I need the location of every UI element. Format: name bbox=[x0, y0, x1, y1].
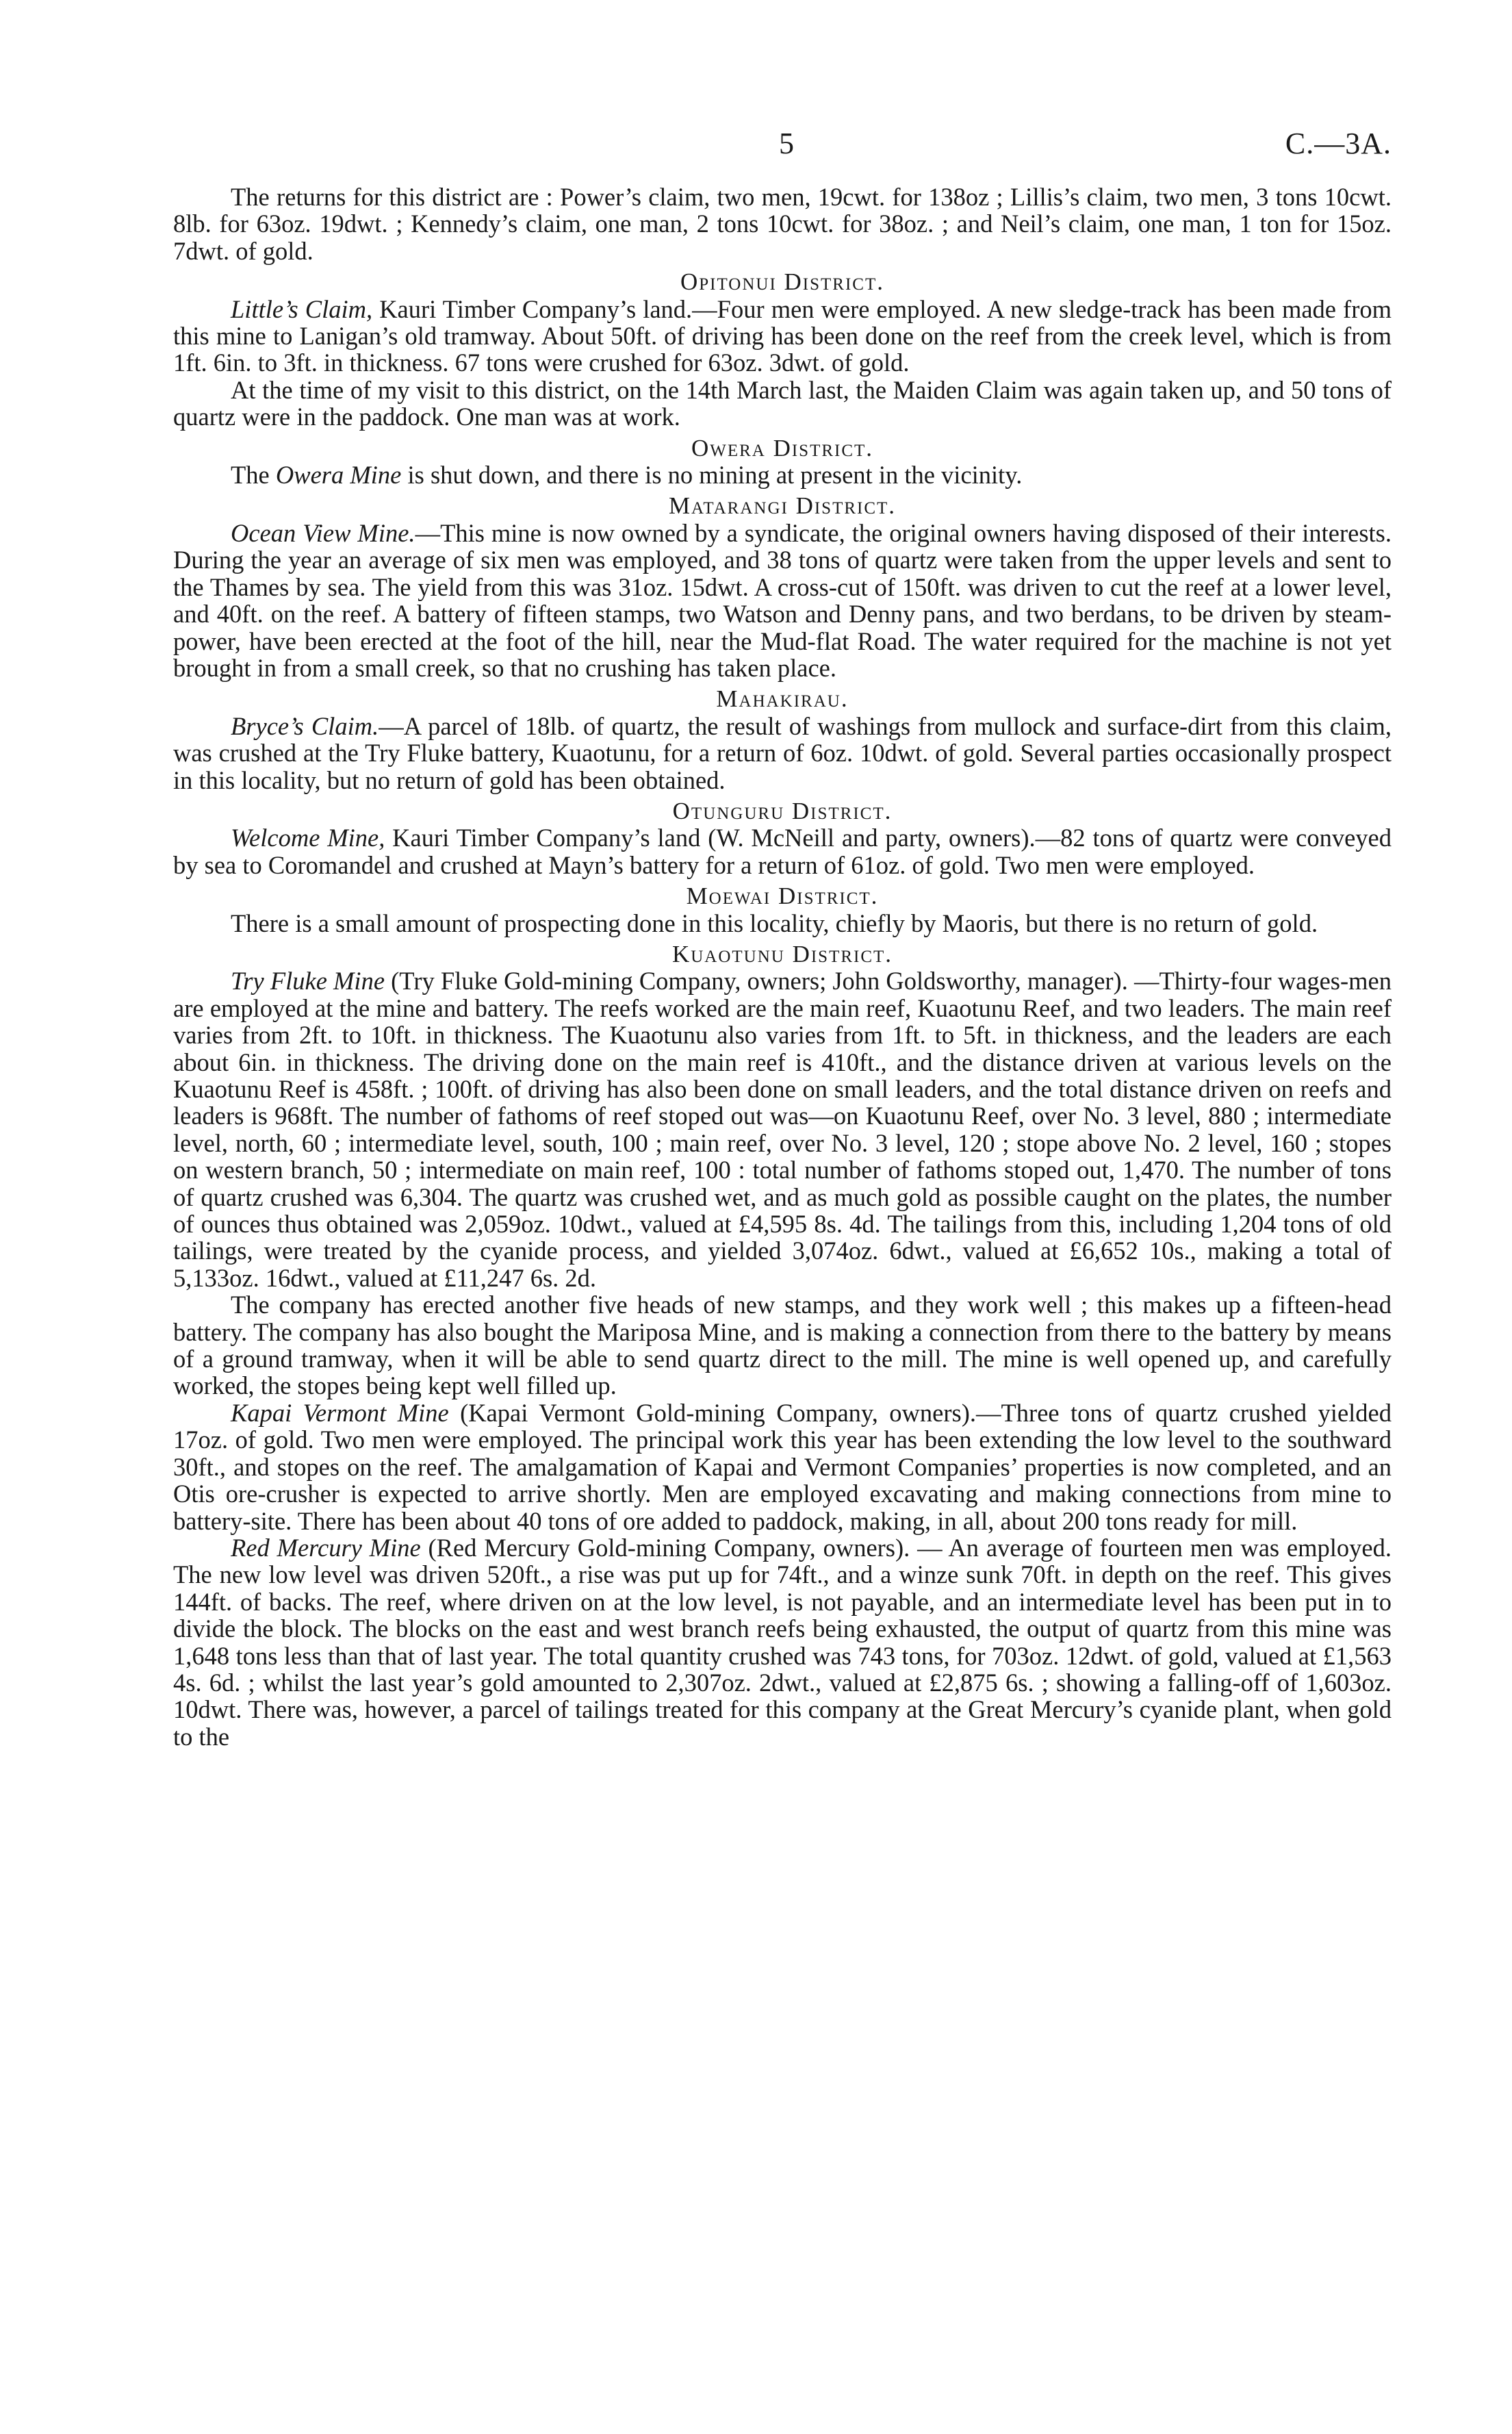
paragraph: Kapai Vermont Mine (Kapai Vermont Gold-mining Company, owners).—Three tons of quartz crushed yielded 17oz. of gold. Two men were employed. The principal work this year has been extending the low level to the southward 30ft., and stopes on the reef. The amalgamation of Kapai and Vermont Companies’ properties is now completed, and an Otis ore-crusher is expected to arrive shortly. Men are employed excavating and making connections from mine to battery-site. There has been about 40 tons of ore added to paddock, making, in all, about 200 tons ready for mill. bbox=[173, 1398, 1392, 1535]
section-mahakirau bbox=[173, 685, 1392, 794]
paragraph: Red Mercury Mine (Red Mercury Gold-mining Company, owners). — An average of fourteen men was employed. The new low level was driven 520ft., a rise was put up for 74ft., and a winze sunk 70ft. in depth on the reef. This gives 144ft. of backs. The reef, where driven on at the low level, is not payable, and an intermediate level has been put in to divide the block. The blocks on the east and west branch reefs being exhausted, the output of quartz from this mine was 1,648 tons less than that of last year. The total quantity crushed was 743 tons, for 703oz. 12dwt. of gold, valued at £1,563 4s. 6d. ; whilst the last year’s gold amounted to 2,307oz. 2dwt., valued at £2,875 6s. ; showing a falling-off of 1,603oz. 10dwt. There was, however, a parcel of tailings treated for this company at the Great Mercury’s cyanide plant, when gold to the bbox=[173, 1533, 1392, 1751]
page-number: 5 bbox=[779, 127, 794, 160]
section-heading: Otunguru District. bbox=[672, 797, 893, 824]
paragraph: Try Fluke Mine (Try Fluke Gold-mining Company, owners; John Goldsworthy, manager). —Thirty-four wages-men are employed at the mine and battery. The reefs worked are the main reef, Kuaotunu Reef, and two leaders. The main reef varies from 2ft. to 10ft. in thickness. The Kuaotunu also varies from 1ft. to 5ft. in thickness, and the leaders are each about 6in. in thickness. The driving done on the main reef is 410ft., and the distance driven at various levels on the Kuaotunu Reef is 458ft. ; 100ft. of driving has also been done on small leaders, and the total distance driven on reefs and leaders is 968ft. The number of fathoms of reef stoped out was—on Kuaotunu Reef, over No. 3 level, 880 ; intermediate level, north, 60 ; intermediate level, south, 100 ; main reef, over No. 3 level, 120 ; stope above No. 2 level, 160 ; stopes on western branch, 50 ; intermediate on main reef, 100 : total number of fathoms stoped out, 1,470. The number of tons of quartz crushed was 6,304. The quartz was crushed wet, and as much gold as possible caught on the plates, the number of ounces thus obtained was 2,059oz. 10dwt., valued at £4,595 8s. 4d. The tailings from this, including 1,204 tons of old tailings, were treated by the cyanide process, and yielded 3,074oz. 6dwt., valued at £6,652 10s., making a total of 5,133oz. 16dwt., valued at £11,247 6s. 2d. bbox=[173, 967, 1392, 1292]
mine-name: Try Fluke Mine bbox=[231, 967, 385, 996]
section-intro bbox=[173, 183, 1392, 264]
paragraph: Bryce’s Claim.—A parcel of 18lb. of quartz, the result of washings from mullock and surface-dirt from this claim, was crushed at the Try Fluke battery, Kuaotunu, for a return of 6oz. 10dwt. of gold. Several parties occasionally prospect in this locality, but no return of gold has been obtained. bbox=[173, 711, 1392, 794]
paragraph: Welcome Mine, Kauri Timber Company’s land (W. McNeill and party, owners).—82 tons of quartz were conveyed by sea to Coromandel and crushed at Mayn’s battery for a return of 61oz. of gold. Two men were employed. bbox=[173, 824, 1392, 879]
document-code: C.—3A. bbox=[1285, 127, 1392, 160]
mine-name: Owera Mine bbox=[275, 461, 402, 490]
paragraph: There is a small amount of prospecting done in this locality, chiefly by Maoris, but there is no return of gold. bbox=[231, 909, 1318, 937]
paragraph: Ocean View Mine.—This mine is now owned by a syndicate, the original owners having disposed of their interests. During the year an average of six men was employed, and 38 tons of quartz were taken from the upper levels and sent to the Thames by sea. The yield from this was 31oz. 15dwt. A cross-cut of 150ft. was driven to cut the reef at a lower level, and 40ft. on the reef. A battery of fifteen stamps, two Watson and Denny pans, and two berdans, to be driven by steam-power, have been erected at the foot of the hill, near the Mud-flat Road. The water required for the machine is not yet brought in from a small creek, so that no crushing has taken place. bbox=[173, 518, 1392, 682]
section-heading: Matarangi District. bbox=[668, 492, 897, 520]
page-header bbox=[173, 127, 1392, 183]
paragraph: Little’s Claim, Kauri Timber Company’s land.—Four men were employed. A new sledge-track has been made from this mine to Lanigan’s old tramway. About 50ft. of driving has been done on the reef from the creek level, which is from 1ft. 6in. to 3ft. in thickness. 67 tons were crushed for 63oz. 3dwt. of gold. bbox=[173, 294, 1392, 377]
paragraph: The returns for this district are : Power’s claim, two men, 19cwt. for 138oz ; Lillis’s claim, two men, 3 tons 10cwt. 8lb. for 63oz. 19dwt. ; Kennedy’s claim, one man, 2 tons 10cwt. for 38oz. ; and Neil’s claim, one man, 1 ton for 15oz. 7dwt. of gold. bbox=[173, 183, 1392, 265]
section-moewai bbox=[173, 883, 1392, 937]
section-otunguru bbox=[173, 798, 1392, 878]
mine-name: Bryce’s Claim. bbox=[231, 711, 379, 740]
mine-name: Red Mercury Mine bbox=[231, 1533, 421, 1562]
section-heading: Moewai District. bbox=[686, 883, 879, 910]
mine-name: Ocean View Mine. bbox=[231, 518, 415, 547]
section-heading: Opitonui District. bbox=[680, 268, 885, 296]
section-opitonui bbox=[173, 268, 1392, 430]
paragraph: At the time of my visit to this district, on the 14th March last, the Maiden Claim was again taken up, and 50 tons of quartz were in the paddock. One man was at work. bbox=[173, 375, 1392, 431]
section-owera bbox=[173, 435, 1392, 489]
paragraph: The Owera Mine is shut down, and there is no mining at present in the vicinity. bbox=[231, 461, 1023, 490]
section-matarangi bbox=[173, 492, 1392, 681]
section-heading: Kuaotunu District. bbox=[671, 940, 893, 967]
paragraph: The company has erected another five heads of new stamps, and they work well ; this makes up a fifteen-head battery. The company has also bought the Mariposa Mine, and is making a connection from there to the battery by means of a ground tramway, when it will be able to send quartz direct to the mill. The mine is well opened up, and carefully worked, the stopes being kept well filled up. bbox=[173, 1291, 1392, 1400]
section-kuaotunu bbox=[173, 941, 1392, 1750]
section-heading: Mahakirau. bbox=[716, 685, 849, 713]
mine-name: Welcome Mine, bbox=[231, 824, 385, 852]
document-page bbox=[173, 127, 1392, 1751]
mine-name: Kapai Vermont Mine bbox=[231, 1398, 449, 1427]
mine-name: Little’s Claim, bbox=[231, 294, 373, 323]
section-heading: Owera District. bbox=[691, 434, 874, 461]
